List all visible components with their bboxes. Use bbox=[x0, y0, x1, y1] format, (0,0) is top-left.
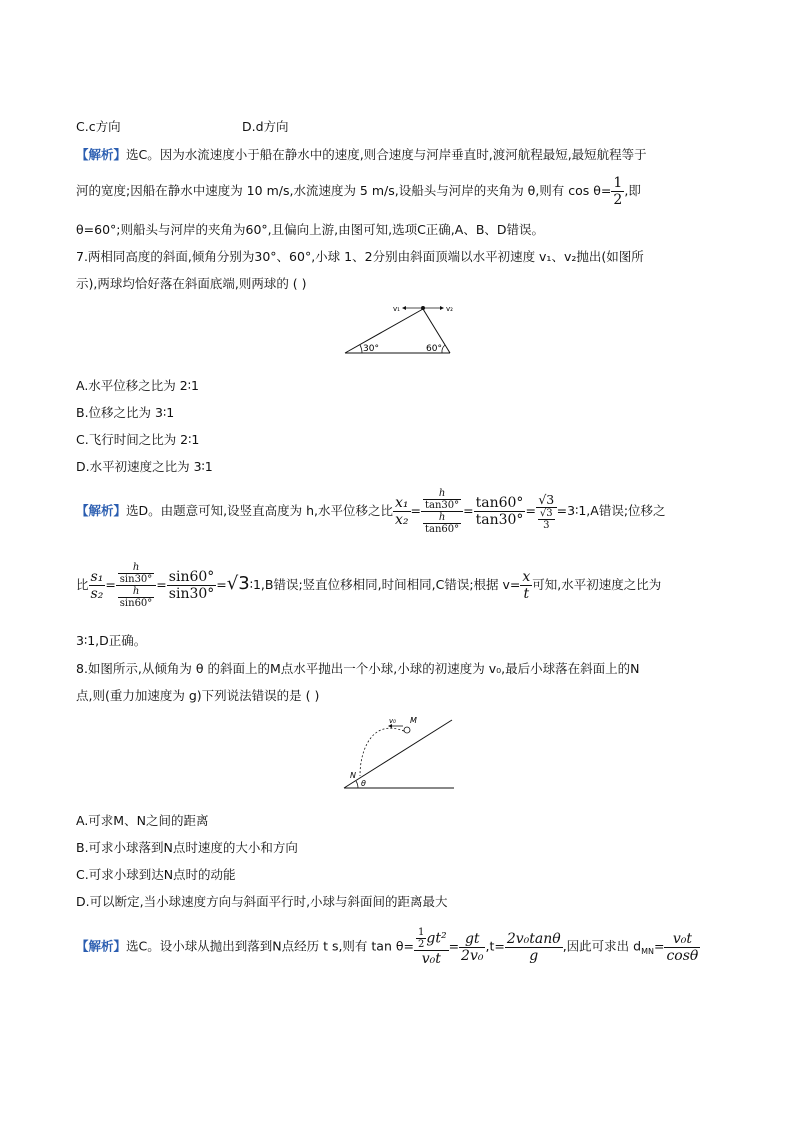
q6-answer-line-3 bbox=[76, 220, 544, 238]
q8-n-label: N bbox=[350, 771, 356, 780]
q8-ball bbox=[404, 727, 410, 733]
q7-answer-text-2b: ∶1,B错误;竖直位移相同,时间相同,C错误;根据 v= bbox=[249, 577, 521, 592]
q7-option-d bbox=[76, 457, 213, 475]
q7-option-b-text: B.位移之比为 3∶1 bbox=[76, 405, 175, 420]
q7-stem-1 bbox=[76, 247, 644, 265]
q8-projectile-figure bbox=[340, 712, 460, 794]
q7-angle-arc-60 bbox=[442, 345, 445, 353]
q8-t-num: 2v₀tanθ bbox=[506, 930, 561, 947]
q7-inclines-figure bbox=[340, 300, 460, 358]
q7-x2: x₂ bbox=[394, 512, 409, 528]
q8-trajectory bbox=[360, 728, 404, 776]
analysis-tag: 【解析】 bbox=[76, 147, 127, 162]
q8-t-eq: ,t= bbox=[485, 938, 505, 954]
q7-h-1: h bbox=[423, 488, 461, 500]
q7-answer-text-3: 3∶1,D正确。 bbox=[76, 633, 147, 648]
q8-answer-text-1: 选C。设小球从抛出到落到N点经历 t s,则有 tan θ= bbox=[126, 938, 414, 954]
q7-v1-arrowhead bbox=[402, 306, 406, 310]
q8-option-d bbox=[76, 892, 448, 910]
q7-sin30-1: sin30° bbox=[119, 574, 153, 585]
q8-m-label: M bbox=[410, 716, 417, 725]
q8-angle-arc bbox=[356, 781, 358, 788]
q6-option-d: D.d方向 bbox=[242, 119, 289, 134]
q7-v2-label: v₂ bbox=[446, 305, 453, 313]
q6-options bbox=[76, 117, 289, 135]
q8-2v0: 2v₀ bbox=[461, 947, 484, 964]
q6-answer-line-2 bbox=[76, 175, 641, 208]
q8-half-num: 1 bbox=[417, 927, 425, 938]
q8-option-a-text: A.可求M、N之间的距离 bbox=[76, 813, 209, 828]
q6-fraction-den: 2 bbox=[613, 192, 623, 208]
q7-s2: s₂ bbox=[90, 586, 104, 602]
q7-angle-arc-30 bbox=[360, 345, 362, 353]
q7-stem-text-1: 7.两相同高度的斜面,倾角分别为30°、60°,小球 1、2分别由斜面顶端以水平初速度 v₁、v₂抛出(如图所 bbox=[76, 249, 644, 264]
q7-h-over-tan60 bbox=[423, 512, 461, 535]
q6-option-c: C.c方向 bbox=[76, 119, 121, 134]
q8-v0-label: v₀ bbox=[389, 717, 396, 725]
q8-d-den: cosθ bbox=[666, 947, 699, 964]
q8-option-c bbox=[76, 865, 236, 883]
q7-fraction-sqrt3 bbox=[536, 492, 557, 531]
q7-fraction-sin-ratio bbox=[167, 569, 217, 602]
q8-theta-label: θ bbox=[361, 779, 366, 788]
q6-fraction-num: 1 bbox=[613, 175, 623, 191]
q7-fraction-x1x2 bbox=[393, 495, 411, 528]
q7-h-3: h bbox=[118, 562, 155, 574]
q7-sqrt3-1: √3 bbox=[536, 492, 557, 508]
q7-incline-30 bbox=[345, 309, 423, 353]
q8-fraction-t bbox=[505, 931, 563, 964]
q7-x1: x₁ bbox=[394, 495, 409, 511]
q7-option-c-text: C.飞行时间之比为 2∶1 bbox=[76, 432, 200, 447]
q7-sin60-1: sin60° bbox=[119, 598, 153, 609]
q8-d-eq: = bbox=[653, 938, 665, 954]
q7-fraction-x-over-t bbox=[520, 569, 532, 602]
q8-stem-1 bbox=[76, 659, 639, 677]
q6-answer-text-2: 河的宽度;因船在静水中速度为 10 m/s,水流速度为 5 m/s,设船头与河岸的夹角为 θ,则有 cos θ= bbox=[76, 183, 612, 198]
analysis-tag: 【解析】 bbox=[76, 938, 127, 954]
q8-gt2: gt² bbox=[426, 930, 447, 947]
analysis-tag: 【解析】 bbox=[76, 503, 127, 518]
q7-v1-label: v₁ bbox=[393, 305, 400, 313]
q8-half-den: 2 bbox=[417, 939, 425, 950]
q6-answer-text-2b: ,即 bbox=[624, 183, 641, 198]
q7-answer-text-1: 选D。由题意可知,设竖直高度为 h,水平位移之比 bbox=[126, 503, 393, 518]
q7-angle-30: 30° bbox=[363, 344, 379, 354]
q7-fraction-h-tan bbox=[421, 488, 463, 535]
q7-fraction-h-sin bbox=[116, 562, 157, 609]
q7-tan60-1: tan60° bbox=[424, 524, 460, 535]
q7-option-d-text: D.水平初速度之比为 3∶1 bbox=[76, 459, 213, 474]
q7-answer-text-2c: 可知,水平初速度之比为 bbox=[532, 577, 662, 592]
q8-option-d-text: D.可以断定,当小球速度方向与斜面平行时,小球与斜面间的距离最大 bbox=[76, 894, 448, 909]
q6-fraction-half bbox=[611, 175, 624, 208]
q7-sqrt3-2: √3 bbox=[539, 508, 553, 519]
q7-h-4: h bbox=[118, 586, 155, 598]
q7-h-over-sin60 bbox=[118, 586, 155, 609]
q8-half bbox=[416, 927, 426, 950]
q7-stem-text-2: 示),两球均恰好落在斜面底端,则两球的 ( ) bbox=[76, 276, 307, 291]
q7-answer-line-3 bbox=[76, 631, 146, 649]
q7-sin30-2: sin30° bbox=[168, 586, 215, 602]
q7-h-over-sin30 bbox=[118, 562, 155, 585]
q7-answer-line-1: 【解析】选D。由题意可知,设竖直高度为 h,水平位移之比 $\frac{\text{x₁}}{\text{x₂}}$ = $\frac{\frac{h}{\tan 30^\circ}}{\frac{h}{\tan 60^\circ}}$ = $\frac{\tan 60^\circ}{\tan 30^\circ}$ = $\frac{√3}{\frac{√3}{3}}$ =3∶1,A错误;位移之 bbox=[76, 488, 666, 535]
q7-sin60-2: sin60° bbox=[168, 569, 215, 585]
q7-answer-text-2a: 比 bbox=[76, 577, 89, 592]
q8-answer-line-1: 【解析】选C。设小球从抛出到落到N点经历 t s,则有 tan θ= $\frac{1}{2}$ gt² v₀t = $\frac{gt}{\text{2v₀}}$ ,t= $\frac{\text{2v₀tanθ}}{g}$ ,因此可求出 $d_{MN}=$ $\frac{\text{v₀t}}{\cos\theta}$ bbox=[76, 927, 699, 967]
q8-gt: gt bbox=[459, 931, 485, 948]
q7-tan60-2: tan60° bbox=[475, 495, 524, 511]
q8-answer-text-1b: ,因此可求出 d bbox=[562, 938, 642, 954]
q8-v0t-1: v₀t bbox=[421, 951, 441, 967]
q8-stem-text-2: 点,则(重力加速度为 g)下列说法错误的是 ( ) bbox=[76, 688, 320, 703]
q7-sqrt3-result: √3 bbox=[226, 573, 250, 594]
q6-answer-text-1: 选C。因为水流速度小于船在静水中的速度,则合速度与河岸垂直时,渡河航程最短,最短航程等于 bbox=[126, 147, 647, 162]
q7-h-2: h bbox=[423, 512, 461, 524]
q7-fraction-tan-ratio bbox=[474, 495, 526, 528]
q6-answer-line-1 bbox=[76, 145, 647, 163]
q7-s1: s₁ bbox=[90, 569, 104, 585]
q7-v2-arrowhead bbox=[440, 306, 444, 310]
q8-stem-2 bbox=[76, 686, 319, 704]
q7-x: x bbox=[522, 569, 531, 585]
q8-incline bbox=[344, 720, 452, 788]
q7-option-c bbox=[76, 430, 199, 448]
q8-d-num: v₀t bbox=[664, 931, 700, 948]
q8-d-subscript: MN bbox=[641, 947, 654, 956]
q7-answer-text-1-end: =3∶1,A错误;位移之 bbox=[556, 503, 666, 518]
q7-sqrt3-over-3 bbox=[538, 508, 555, 531]
q7-ball bbox=[421, 306, 425, 310]
q7-stem-2 bbox=[76, 274, 307, 292]
q7-tan30-2: tan30° bbox=[475, 512, 524, 528]
q7-option-a-text: A.水平位移之比为 2∶1 bbox=[76, 378, 199, 393]
q8-stem-text-1: 8.如图所示,从倾角为 θ 的斜面上的M点水平抛出一个小球,小球的初速度为 v₀,最后小球落在斜面上的N bbox=[76, 661, 640, 676]
q8-option-c-text: C.可求小球到达N点时的动能 bbox=[76, 867, 236, 882]
q8-option-b-text: B.可求小球落到N点时速度的大小和方向 bbox=[76, 840, 298, 855]
q8-option-b bbox=[76, 838, 298, 856]
q7-option-b bbox=[76, 403, 174, 421]
q8-g: g bbox=[529, 947, 539, 964]
q7-tan30-1: tan30° bbox=[424, 500, 460, 511]
q7-t: t bbox=[523, 586, 530, 602]
q7-angle-60: 60° bbox=[426, 344, 442, 354]
q8-fraction-d bbox=[664, 931, 700, 964]
q8-option-a bbox=[76, 811, 208, 829]
q7-fraction-s1s2 bbox=[89, 569, 106, 602]
q8-fraction-gt-2v0 bbox=[459, 931, 485, 964]
q8-fraction-tan bbox=[414, 927, 449, 967]
q7-answer-line-2: 比 $\frac{\text{s₁}}{\text{s₂}}$ = $\frac{\frac{h}{\sin 30^\circ}}{\frac{h}{\sin 60^\circ}}$ = $\frac{\sin 60^\circ}{\sin 30^\circ}$ =√3∶1,B错误;竖直位移相同,时间相同,C错误;根据 v= $\frac{x}{t}$ 可知,水平初速度之比为 bbox=[76, 562, 662, 609]
q7-three: 3 bbox=[543, 520, 550, 531]
q7-h-over-tan30 bbox=[423, 488, 461, 511]
q6-answer-text-3: θ=60°;则船头与河岸的夹角为60°,且偏向上游,由图可知,选项C正确,A、B、D错误。 bbox=[76, 222, 545, 237]
q7-option-a bbox=[76, 376, 199, 394]
